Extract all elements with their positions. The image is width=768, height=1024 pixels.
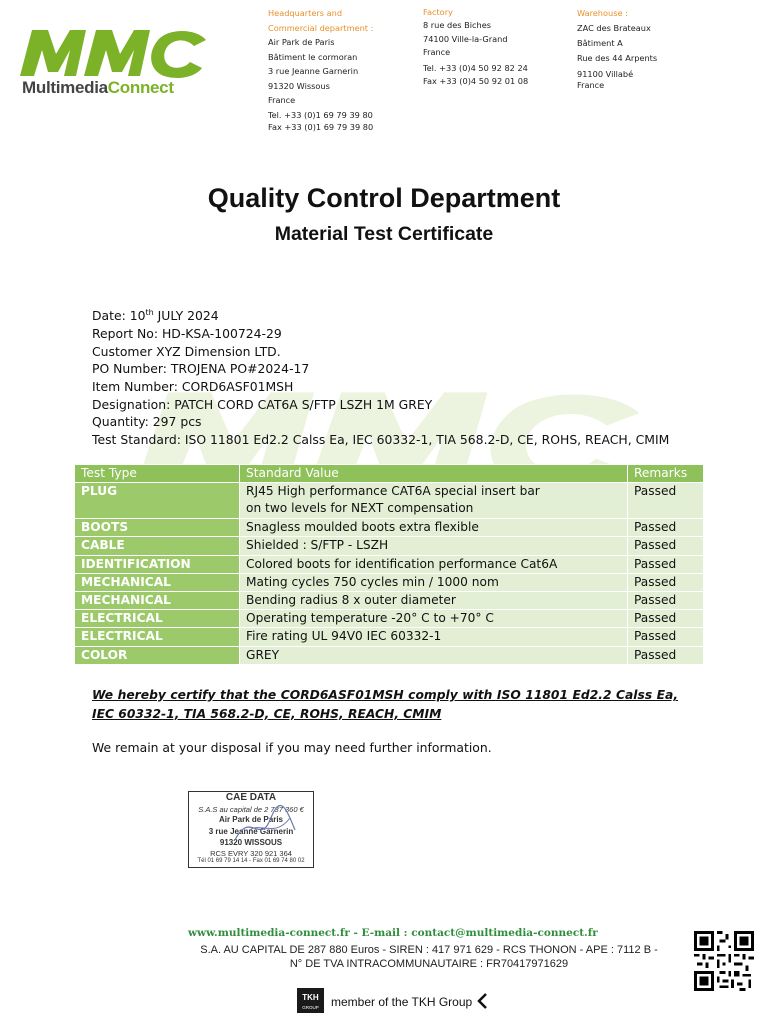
handwritten-signature <box>230 800 300 850</box>
hq-line: 91320 Wissous <box>268 80 330 91</box>
qr-code <box>694 931 754 991</box>
tkh-logo-graphic <box>297 988 324 1013</box>
date-suffix-sup: th <box>145 308 154 317</box>
hq-fax: Fax +33 (0)1 69 79 39 80 <box>268 122 374 132</box>
hq-heading-2: Commercial department : <box>268 22 374 33</box>
website-link[interactable]: www.multimedia-connect.fr <box>188 927 350 939</box>
item-number: Item Number: CORD6ASF01MSH <box>92 378 294 394</box>
standard-value-line: on two levels for NEXT compensation <box>246 501 474 516</box>
test-results-table <box>74 464 704 665</box>
legal-line: N° DE TVA INTRACOMMUNAUTAIRE : FR70417971629 <box>289 957 569 970</box>
stamp-line: 3 rue Jeanne Garnerin <box>208 827 294 836</box>
tkh-logo-text: TKH <box>302 993 319 1002</box>
email-separator: - E-mail : <box>349 927 412 939</box>
warehouse-address <box>577 6 657 91</box>
footer-legal <box>184 944 674 971</box>
tkh-logo-subtext: GROUP <box>302 1005 319 1010</box>
standard-value-cell: Operating temperature -20° C to +70° C <box>240 610 628 628</box>
chevron-left-icon <box>476 993 488 1009</box>
table-row <box>75 519 704 537</box>
stamp-line: 91320 WISSOUS <box>219 838 283 847</box>
stamp-line: RCS EVRY 320 921 364 <box>210 849 292 858</box>
warehouse-line: France <box>577 80 605 90</box>
standard-value-cell: Bending radius 8 x outer diameter <box>240 592 628 610</box>
table-row <box>75 628 704 646</box>
date-rest: JULY 2024 <box>153 308 219 324</box>
factory-line: 74100 Ville-la-Grand <box>423 33 508 44</box>
table-row <box>75 483 704 519</box>
stamp-line: CAE DATA <box>225 792 277 803</box>
standard-value-cell: Colored boots for identification performance Cat6A <box>240 555 628 573</box>
department-title: Quality Control Department <box>207 183 561 213</box>
designation: Designation: PATCH CORD CAT6A S/FTP LSZH 1M GREY <box>92 396 433 412</box>
factory-line: 8 rue des Biches <box>423 20 491 31</box>
standard-value-cell: Fire rating UL 94V0 IEC 60332-1 <box>240 628 628 646</box>
tkh-logo <box>297 988 324 1017</box>
po-number: PO Number: TROJENA PO#2024-17 <box>92 361 310 377</box>
certificate-info <box>92 304 669 449</box>
warehouse-line: ZAC des Brateaux <box>577 23 651 33</box>
warehouse-line: Rue des 44 Arpents <box>577 53 658 63</box>
hq-line: Bâtiment le cormoran <box>268 51 358 62</box>
test-type-cell: ELECTRICAL <box>75 610 240 628</box>
headquarters-address <box>268 6 373 133</box>
table-header-row <box>75 465 704 483</box>
closing-text: We remain at your disposal if you may need further information. <box>92 740 492 755</box>
test-standard: Test Standard: ISO 11801 Ed2.2 Calss Ea, IEC 60332-1, TIA 568.2-D, CE, ROHS, REACH, CMIM <box>92 432 670 448</box>
standard-value-line: RJ45 High performance CAT6A special insert bar <box>246 484 540 499</box>
warehouse-line: 91100 Villabé <box>577 69 634 79</box>
stamp-line: S.A.S au capital de 2 737 360 € <box>198 805 304 814</box>
factory-heading: Factory <box>423 7 453 17</box>
hq-tel: Tel. +33 (0)1 69 79 39 80 <box>268 109 373 120</box>
hq-line: France <box>268 95 296 105</box>
footer-contact <box>188 927 598 939</box>
standard-value-cell: Snagless moulded boots extra flexible <box>240 519 628 537</box>
customer: Customer XYZ Dimension LTD. <box>92 343 281 359</box>
standard-value-cell: Mating cycles 750 cycles min / 1000 nom <box>240 573 628 591</box>
logo-word-multimedia: Multimedia <box>22 78 108 97</box>
remark-cell: Passed <box>628 646 704 664</box>
table-row <box>75 610 704 628</box>
logo-word-connect: Connect <box>107 78 174 97</box>
test-type-cell: MECHANICAL <box>75 592 240 610</box>
remark-cell: Passed <box>628 483 704 519</box>
column-header: Remarks <box>628 465 704 483</box>
test-type-cell: IDENTIFICATION <box>75 555 240 573</box>
test-type-cell: ELECTRICAL <box>75 628 240 646</box>
test-type-cell: PLUG <box>75 483 240 519</box>
remark-cell: Passed <box>628 628 704 646</box>
certification-statement: We hereby certify that the CORD6ASF01MSH comply with ISO 11801 Ed2.2 Calss Ea, IEC 60332-1, TIA 568.2-D, CE, ROHS, REACH, CMIM <box>92 688 678 721</box>
factory-line: France <box>423 46 451 57</box>
table-row <box>75 537 704 555</box>
warehouse-line: Bâtiment A <box>577 38 623 48</box>
member-label: member of the TKH Group <box>331 995 473 1009</box>
standard-value-cell <box>240 483 628 519</box>
test-type-cell: COLOR <box>75 646 240 664</box>
email-link[interactable]: contact@multimedia-connect.fr <box>411 927 598 939</box>
test-type-cell: MECHANICAL <box>75 573 240 591</box>
remark-cell: Passed <box>628 573 704 591</box>
warehouse-heading: Warehouse : <box>577 8 628 18</box>
test-type-cell: BOOTS <box>75 519 240 537</box>
factory-fax: Fax +33 (0)4 50 92 01 08 <box>423 76 529 87</box>
remark-cell: Passed <box>628 592 704 610</box>
stamp-line: Tél 01 69 79 14 14 - Fax 01 69 74 80 02 <box>197 858 305 864</box>
remark-cell: Passed <box>628 555 704 573</box>
test-type-cell: CABLE <box>75 537 240 555</box>
date-line <box>92 304 669 325</box>
date-prefix: Date: 10 <box>92 308 146 324</box>
column-header: Test Type <box>75 465 240 483</box>
standard-value-cell: GREY <box>240 646 628 664</box>
hq-heading-1: Headquarters and <box>268 8 343 18</box>
logo-wordmark <box>22 78 174 98</box>
factory-address <box>423 6 528 89</box>
stamp-line: Air Park de Paris <box>218 815 284 824</box>
standard-value-cell: Shielded : S/FTP - LSZH <box>240 537 628 555</box>
factory-tel: Tel. +33 (0)4 50 92 82 24 <box>423 63 528 74</box>
hq-line: Air Park de Paris <box>268 37 335 47</box>
report-number: Report No: HD-KSA-100724-29 <box>92 325 282 341</box>
certificate-title: Material Test Certificate <box>274 223 494 245</box>
hq-line: 3 rue Jeanne Garnerin <box>268 66 359 76</box>
quantity: Quantity: 297 pcs <box>92 414 202 430</box>
column-header: Standard Value <box>240 465 628 483</box>
tkh-member-text <box>331 993 488 1009</box>
remark-cell: Passed <box>628 610 704 628</box>
remark-cell: Passed <box>628 537 704 555</box>
remark-cell: Passed <box>628 519 704 537</box>
table-row <box>75 573 704 591</box>
legal-line: S.A. AU CAPITAL DE 287 880 Euros - SIREN : 417 971 629 - RCS THONON - APE : 7112 B - <box>200 944 658 956</box>
table-row <box>75 592 704 610</box>
table-row <box>75 646 704 664</box>
table-row <box>75 555 704 573</box>
mmc-logo-graphic <box>18 24 210 82</box>
